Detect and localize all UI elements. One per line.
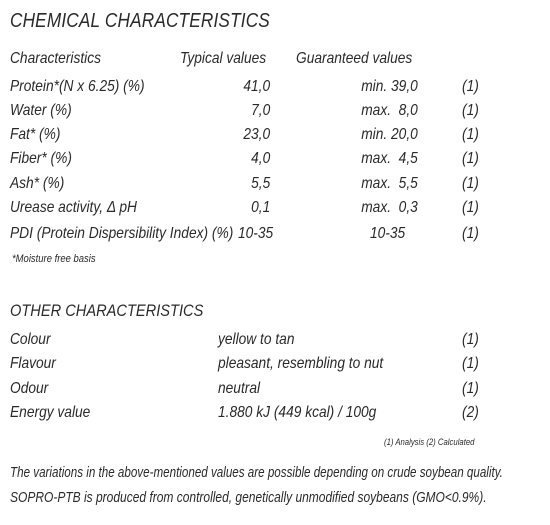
- chem-row-ref: (1): [462, 102, 479, 119]
- chem-row-name: Water (%): [10, 102, 72, 119]
- footer-line-2: SOPRO-PTB is produced from controlled, genetically unmodified soybeans (GMO<0.9%).: [10, 489, 487, 506]
- chem-row-ref: (1): [462, 175, 479, 192]
- chem-row-guaranteed: max. 0,3: [361, 199, 418, 216]
- chem-row-name: Fiber* (%): [10, 150, 72, 167]
- chem-row-name: Protein*(N x 6.25) (%): [10, 78, 145, 95]
- chem-row-name: Ash* (%): [10, 175, 65, 192]
- other-row-name: Energy value: [10, 404, 91, 421]
- chem-row-guaranteed: min. 39,0: [361, 78, 418, 95]
- analysis-legend: (1) Analysis (2) Calculated: [384, 437, 475, 447]
- chem-row-ref: (1): [462, 199, 479, 216]
- other-row-value: neutral: [218, 380, 261, 397]
- other-row-ref: (1): [462, 355, 479, 372]
- chem-row-guaranteed: 10-35: [370, 225, 406, 242]
- other-row-name: Odour: [10, 380, 49, 397]
- chem-row-ref: (1): [462, 78, 479, 95]
- other-row-name: Colour: [10, 331, 51, 348]
- chem-row-typical: 5,5: [250, 175, 270, 192]
- footer-line-1: The variations in the above-mentioned values are possible depending on crude soybean quality.: [10, 464, 503, 481]
- header-characteristics: Characteristics: [10, 50, 101, 67]
- chem-row-guaranteed: max. 8,0: [361, 102, 418, 119]
- other-row-value: 1.880 kJ (449 kcal) / 100g: [218, 404, 377, 421]
- chem-row-typical: 10-35: [238, 225, 274, 242]
- other-row-ref: (2): [462, 404, 479, 421]
- chem-row-typical: 7,0: [250, 102, 270, 119]
- other-row-value: yellow to tan: [218, 331, 295, 348]
- other-row-ref: (1): [462, 380, 479, 397]
- chem-row-name: PDI (Protein Dispersibility Index) (%): [10, 225, 234, 242]
- chem-row-guaranteed: max. 4,5: [361, 150, 418, 167]
- chem-row-typical: 0,1: [250, 199, 270, 216]
- chem-row-typical: 41,0: [243, 78, 270, 95]
- chem-row-guaranteed: min. 20,0: [361, 126, 418, 143]
- chem-row-typical: 4,0: [250, 150, 270, 167]
- chem-row-ref: (1): [462, 126, 479, 143]
- other-row-value: pleasant, resembling to nut: [218, 355, 384, 372]
- header-guaranteed-values: Guaranteed values: [296, 50, 413, 67]
- chem-row-ref: (1): [462, 225, 479, 242]
- other-row-ref: (1): [462, 331, 479, 348]
- chem-row-guaranteed: max. 5,5: [361, 175, 418, 192]
- moisture-note: *Moisture free basis: [12, 253, 96, 265]
- chem-row-name: Fat* (%): [10, 126, 61, 143]
- other-section-title: OTHER CHARACTERISTICS: [10, 301, 204, 320]
- chem-row-ref: (1): [462, 150, 479, 167]
- chem-row-typical: 23,0: [243, 126, 270, 143]
- chemical-section-title: CHEMICAL CHARACTERISTICS: [10, 10, 270, 32]
- other-row-name: Flavour: [10, 355, 56, 372]
- chem-row-name: Urease activity, Δ pH: [10, 199, 137, 216]
- header-typical-values: Typical values: [180, 50, 267, 67]
